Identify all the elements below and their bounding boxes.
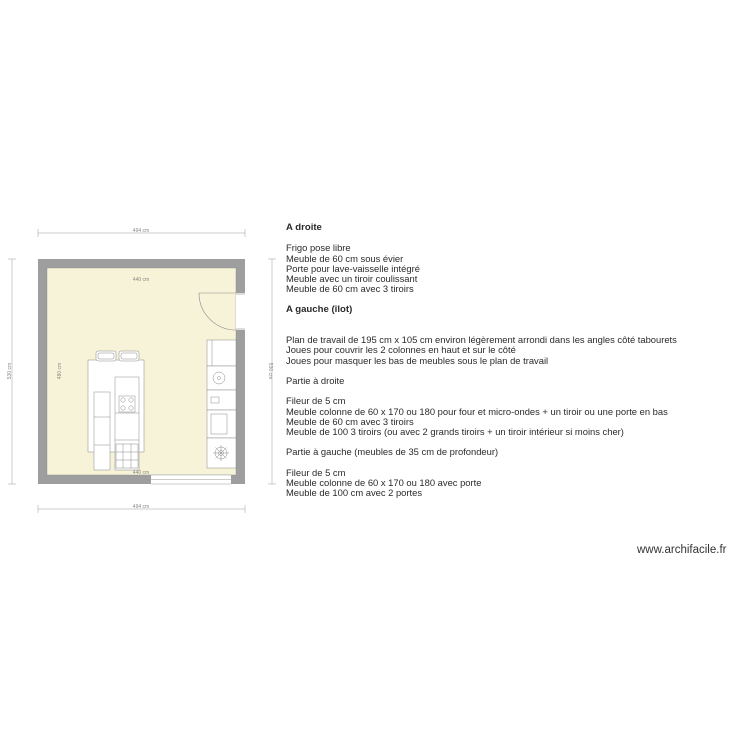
dim-left-outer: 530 cm [7, 362, 13, 380]
list-item: Porte pour lave-vaisselle intégré [286, 262, 420, 274]
list-item: Meuble colonne de 60 x 170 ou 180 avec porte [286, 476, 482, 488]
dishwasher-cabinet [207, 390, 236, 410]
subheading-part-left: Partie à gauche (meubles de 35 cm de profondeur) [286, 446, 499, 458]
dim-left-inner: 480 cm [57, 362, 63, 380]
part-left-list [286, 468, 746, 499]
subheading-part-right: Partie à droite [286, 374, 345, 386]
list-item: Joues pour masquer les bas de meubles sous le plan de travail [286, 354, 549, 366]
sink-cabinet [207, 366, 236, 390]
list-item: Frigo pose libre [286, 242, 351, 254]
part-right-list [286, 396, 746, 437]
list-item: Fileur de 5 cm [286, 395, 346, 407]
heading-right: A droite [286, 222, 322, 233]
island-column-left [94, 392, 110, 470]
dim-bottom-inner: 440 cm [132, 470, 150, 476]
list-item: Meuble colonne de 60 x 170 ou 180 pour four et micro-ondes + un tiroir ou une porte en bas [286, 405, 668, 417]
dim-bottom-outer: 494 cm [132, 504, 150, 510]
fridge [207, 340, 236, 366]
list-item: Meuble de 60 cm avec 3 tiroirs [286, 283, 414, 295]
watermark[interactable]: www.archifacile.fr [637, 544, 727, 556]
right-list [286, 243, 746, 294]
dim-right-outer: 530 cm [267, 362, 273, 380]
list-item: Plan de travail de 195 cm x 105 cm environ légèrement arrondi dans les angles côté tabourets [286, 334, 677, 346]
window-bottom [151, 475, 231, 484]
heading-left: A gauche (îlot) [286, 303, 353, 315]
door-opening [236, 293, 245, 330]
kitchen-island [88, 360, 144, 470]
list-item: Meuble de 100 3 tiroirs (ou avec 2 grands tiroirs + un tiroir intérieur si moins cher) [286, 425, 624, 437]
list-item: Meuble avec un tiroir coulissant [286, 273, 418, 284]
list-item: Fileur de 5 cm [286, 466, 346, 478]
dim-top-outer: 494 cm [132, 228, 150, 234]
list-item: Meuble de 60 cm avec 3 tiroirs [286, 415, 414, 427]
notes-panel [286, 223, 746, 498]
list-item: Joues pour couvrir les 2 colonnes en haut et sur le côté [286, 344, 516, 356]
right-cabinets [207, 340, 236, 468]
island-dish-rack [116, 444, 138, 468]
list-item: Meuble de 60 cm sous évier [286, 252, 404, 264]
dim-top-inner: 440 cm [132, 277, 150, 283]
island-list [286, 335, 746, 366]
list-item: Meuble de 100 cm avec 2 portes [286, 487, 423, 499]
